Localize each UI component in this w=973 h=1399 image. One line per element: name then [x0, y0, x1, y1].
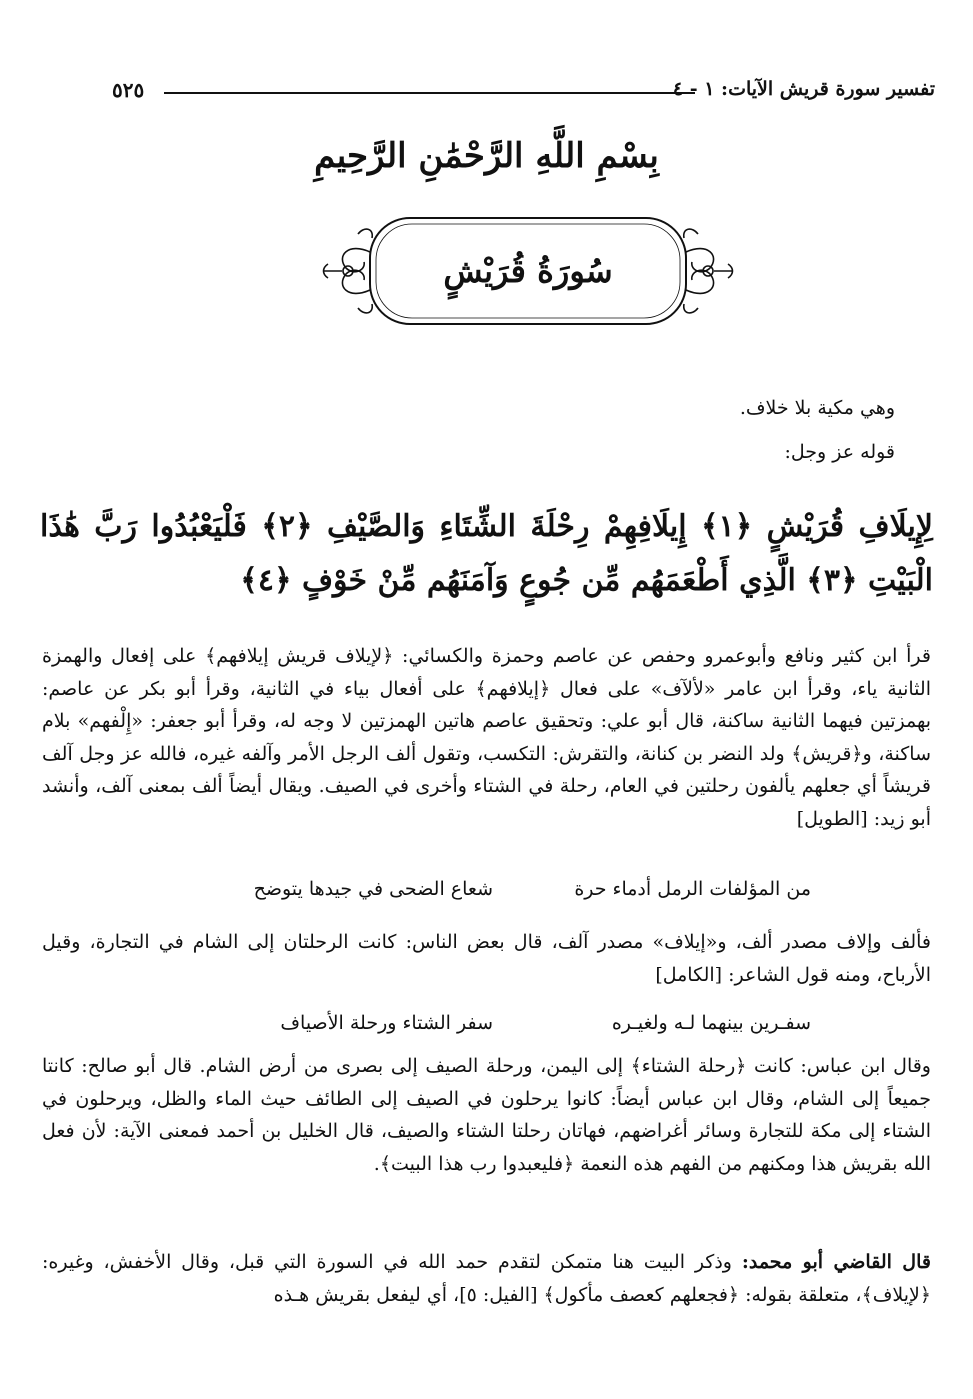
poem-1-second-hemistich: شعاع الضحى في جيدها يتوضح: [253, 878, 493, 900]
poem-1-first-hemistich: من المؤلفات الرمل أدماء حرة: [574, 878, 811, 900]
author-label: قال القاضي أبو محمد:: [741, 1251, 931, 1273]
poem-2-second-hemistich: سفر الشتاء ورحلة الأصياف: [280, 1012, 493, 1034]
surah-title-frame: [318, 212, 738, 330]
commentary-paragraph-4: [42, 1246, 931, 1311]
commentary-paragraph-3: وقال ابن عباس: كانت ﴿رحلة الشتاء﴾ إلى اليمن، ورحلة الصيف إلى بصرى من أرض الشام. قال أبو صالح: كانتا جميعاً إلى الشام، وقال ابن عباس أيضاً: كانوا يرحلون في الصيف إلى الطائف حيث الماء والظل، ويرحلون في الشتاء إلى مكة للتجارة وسائر أغراضهم، فهاتان رحلتا الشتاء والصيف، قال الخليل بن أحمد فمعنى الآية: لأن فعل الله بقريش هذا ومكنهم من الفهم هذه النعمة ﴿فليعبدوا رب هذا البيت﴾.: [42, 1055, 931, 1175]
surah-title: سُورَةُ قُرَيْشٍ: [443, 252, 613, 290]
intro-line-2: قوله عز وجل:: [784, 441, 895, 463]
poem-2-first-hemistich: سفـرين بينهما لـه ولغيـره: [611, 1012, 811, 1034]
intro-line-1: وهي مكية بلا خلاف.: [739, 397, 895, 419]
commentary-paragraph-2: فألف وإلاف مصدر ألف، و«إيلاف» مصدر آلف، قال بعض الناس: كانت الرحلتان إلى الشام في التجارة، وقيل الأرباح، ومنه قول الشاعر: [الكامل]: [42, 931, 931, 986]
quran-verses: لِإِيلَافِ قُرَيْشٍ ﴿١﴾ إِيلَافِهِمْ رِحْلَةَ الشِّتَاءِ وَالصَّيْفِ ﴿٢﴾ فَلْيَعْبُدُوا رَبَّ هَٰذَا الْبَيْتِ ﴿٣﴾ الَّذِي أَطْعَمَهُم مِّن جُوعٍ وَآمَنَهُم مِّنْ خَوْفٍ ﴿٤﴾: [40, 509, 933, 598]
header-title: تفسير سورة قريش الآيات: ١ - ٤: [672, 78, 935, 100]
running-header: [112, 78, 935, 104]
header-rule: [164, 92, 695, 94]
commentary-paragraph-1: قرأ ابن كثير ونافع وأبوعمرو وحفص عن عاصم وحمزة والكسائي: ﴿لإيلاف قريش إيلافهم﴾ على إفعال والهمزة الثانية ياء، وقرأ ابن عامر «لألآف» على فعال ﴿إيلافهم﴾ على أفعال بياء في الثانية، وقرأ أبو بكر عن عاصم: بهمزتين فيهما الثانية ساكنة، قال أبو علي: وتحقيق عاصم هاتين الهمزتين لا وجه له، وقرأ أبو جعفر: «إِلْفهم» بلام ساكنة، و﴿قريش﴾ ولد النضر بن كنانة، والتقرش: التكسب، وتقول ألف الرجل الأمر وآلفه غيره، فالله عز وجل آلف قريشاً أي جعلهم يألفون رحلتين في العام، رحلة في الشتاء وأخرى في الصيف. ويقال أيضاً ألف بمعنى آلف، وأنشد أبو زيد: [الطويل]: [42, 645, 931, 830]
commentary-paragraph-4-text: وذكر البيت هنا متمكن لتقدم حمد الله في السورة التي قبل، وقال الأخفش، وغيره: ﴿لإيلاف﴾، متعلقة بقوله: ﴿فجعلهم كعصف مأكول﴾ [الفيل: ٥]، أي ليفعل بقريش هـذه: [42, 1251, 931, 1306]
page-number: ٥٢٥: [112, 78, 145, 102]
basmala: بِسْمِ اللَّهِ الرَّحْمَٰنِ الرَّحِيمِ: [314, 136, 659, 176]
